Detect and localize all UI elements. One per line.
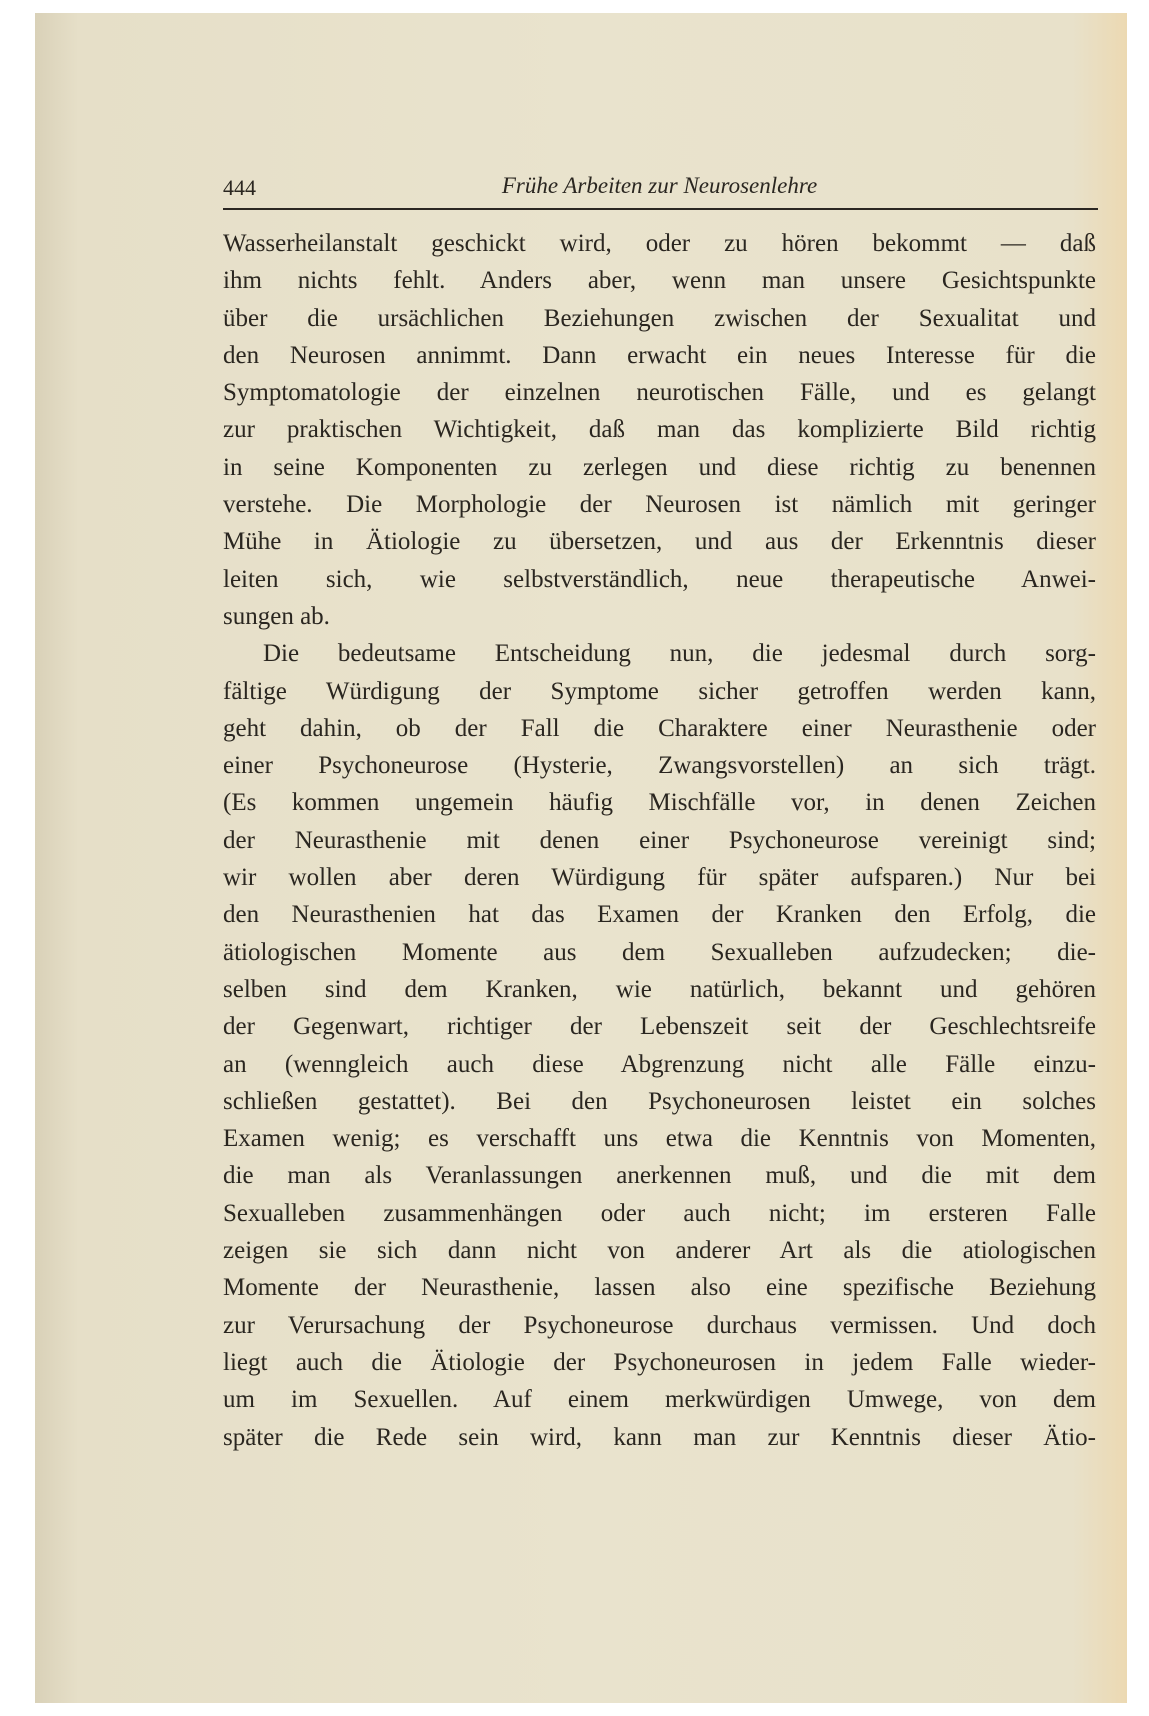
text-line: sungen ab. — [223, 602, 330, 630]
text-line: fältige Würdigung der Symptome sicher getroffen werden kann, — [223, 677, 1096, 705]
text-line: später die Rede sein wird, kann man zur Kenntnis dieser Ätio- — [223, 1423, 1096, 1451]
text-line: schließen gestattet). Bei den Psychoneurosen leistet ein solches — [223, 1087, 1096, 1115]
text-line: um im Sexuellen. Auf einem merkwürdigen Umwege, von dem — [223, 1386, 1096, 1414]
text-line: leiten sich, wie selbstverständlich, neue therapeutische Anwei- — [223, 565, 1096, 593]
text-line: liegt auch die Ätiologie der Psychoneurosen in jedem Falle wieder- — [223, 1348, 1096, 1376]
body-text — [223, 225, 1096, 1456]
text-line: zur Verursachung der Psychoneurose durchaus vermissen. Und doch — [223, 1311, 1096, 1339]
text-line: zeigen sie sich dann nicht von anderer Art als die atiologischen — [223, 1237, 1096, 1265]
text-line: verstehe. Die Morphologie der Neurosen ist nämlich mit geringer — [223, 491, 1096, 519]
text-line: Sexualleben zusammenhängen oder auch nicht; im ersteren Falle — [223, 1199, 1096, 1227]
page-number: 444 — [223, 175, 256, 200]
page-header — [223, 163, 1096, 203]
book-page — [35, 13, 1127, 1703]
text-line: Mühe in Ätiologie zu übersetzen, und aus der Erkenntnis dieser — [223, 528, 1096, 556]
header-rule — [223, 208, 1098, 210]
text-line: über die ursächlichen Beziehungen zwischen der Sexualitat und — [223, 304, 1096, 332]
text-line: geht dahin, ob der Fall die Charaktere einer Neurasthenie oder — [223, 714, 1096, 742]
text-line: Die bedeutsame Entscheidung nun, die jedesmal durch sorg- — [263, 640, 1096, 668]
text-line: zur praktischen Wichtigkeit, daß man das komplizierte Bild richtig — [223, 416, 1096, 444]
text-line: Wasserheilanstalt geschickt wird, oder zu hören bekommt — daß — [223, 230, 1096, 257]
text-line: den Neurosen annimmt. Dann erwacht ein neues Interesse für die — [223, 341, 1096, 369]
text-line: ihm nichts fehlt. Anders aber, wenn man unsere Gesichtspunkte — [223, 267, 1096, 295]
text-line: der Neurasthenie mit denen einer Psychoneurose vereinigt sind; — [223, 826, 1096, 854]
text-line: (Es kommen ungemein häufig Mischfälle vor, in denen Zeichen — [223, 789, 1096, 817]
text-line: selben sind dem Kranken, wie natürlich, bekannt und gehören — [223, 975, 1096, 1003]
text-line: Examen wenig; es verschafft uns etwa die Kenntnis von Momenten, — [223, 1125, 1096, 1153]
text-line: in seine Komponenten zu zerlegen und diese richtig zu benennen — [223, 453, 1096, 481]
text-line: ätiologischen Momente aus dem Sexualleben aufzudecken; die- — [223, 938, 1096, 966]
text-line: Symptomatologie der einzelnen neurotischen Fälle, und es gelangt — [223, 379, 1096, 407]
running-title: Frühe Arbeiten zur Neurosenlehre — [501, 173, 818, 198]
text-line: an (wenngleich auch diese Abgrenzung nicht alle Fälle einzu- — [223, 1050, 1096, 1078]
text-line: einer Psychoneurose (Hysterie, Zwangsvorstellen) an sich trägt. — [223, 752, 1096, 780]
text-line: wir wollen aber deren Würdigung für später aufsparen.) Nur bei — [223, 864, 1096, 892]
text-line: die man als Veranlassungen anerkennen muß, und die mit dem — [223, 1162, 1096, 1190]
text-line: den Neurasthenien hat das Examen der Kranken den Erfolg, die — [223, 901, 1096, 929]
text-line: der Gegenwart, richtiger der Lebenszeit seit der Geschlechtsreife — [223, 1013, 1096, 1041]
text-line: Momente der Neurasthenie, lassen also eine spezifische Beziehung — [223, 1274, 1096, 1302]
